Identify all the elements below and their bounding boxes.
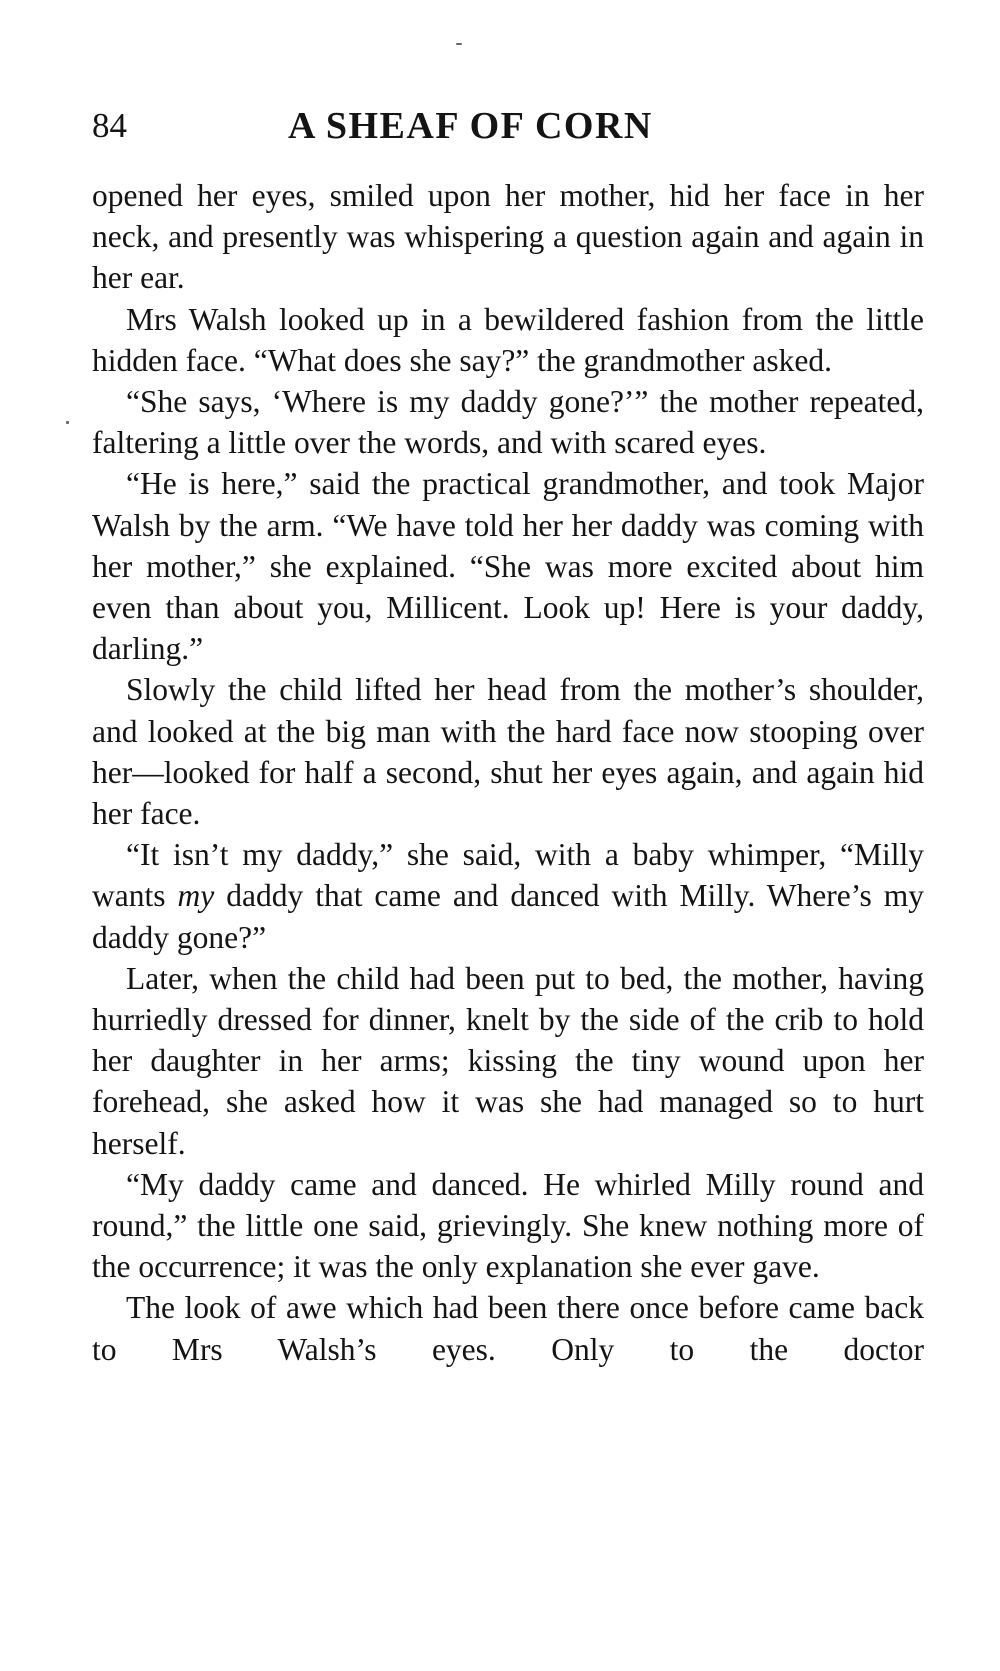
- paragraph: “She says, ‘Where is my daddy gone?’” the mother repeated, faltering a little over the words, and with scared eyes.: [92, 384, 924, 461]
- emphasized-word: my: [177, 878, 215, 914]
- body-text: [92, 175, 924, 1370]
- paragraph: [92, 834, 924, 958]
- paragraph: Later, when the child had been put to bed, the mother, having hurriedly dressed for dinner, knelt by the side of the crib to hold her daughter in her arms; kissing the tiny wound upon her forehead, she asked how it was she had managed so to hurt herself.: [92, 960, 924, 1161]
- paragraph-text: “It isn’t my daddy,” she said, with a baby whimper, “Milly wants: [92, 837, 924, 914]
- print-speck: [456, 43, 462, 45]
- paragraph: The look of awe which had been there once before came back to Mrs Walsh’s eyes. Only to the doctor: [92, 1290, 924, 1367]
- paragraph: Mrs Walsh looked up in a bewildered fashion from the little hidden face. “What does she say?” the grandmother asked.: [92, 301, 924, 378]
- paragraph: Slowly the child lifted her head from the mother’s shoulder, and looked at the big man with the hard face now stooping over her—looked for half a second, shut her eyes again, and again hid her face.: [92, 672, 924, 832]
- paragraph: opened her eyes, smiled upon her mother, hid her face in her neck, and presently was whispering a question again and again in her ear.: [92, 178, 924, 296]
- paragraph: “He is here,” said the practical grandmother, and took Major Walsh by the arm. “We have told her her daddy was coming with her mother,” she explained. “She was more excited about him even than about you, Millicent. Look up! Here is your daddy, darling.”: [92, 466, 924, 667]
- page-header: [92, 98, 924, 154]
- running-title: A SHEAF OF CORN: [288, 105, 653, 147]
- print-speck: [66, 421, 69, 424]
- paragraph-text: daddy that came and danced with Milly. Where’s my daddy gone?”: [92, 878, 924, 955]
- paragraph: “My daddy came and danced. He whirled Milly round and round,” the little one said, grievingly. She knew nothing more of the occurrence; it was the only explanation she ever gave.: [92, 1166, 924, 1285]
- page-number: 84: [92, 106, 127, 145]
